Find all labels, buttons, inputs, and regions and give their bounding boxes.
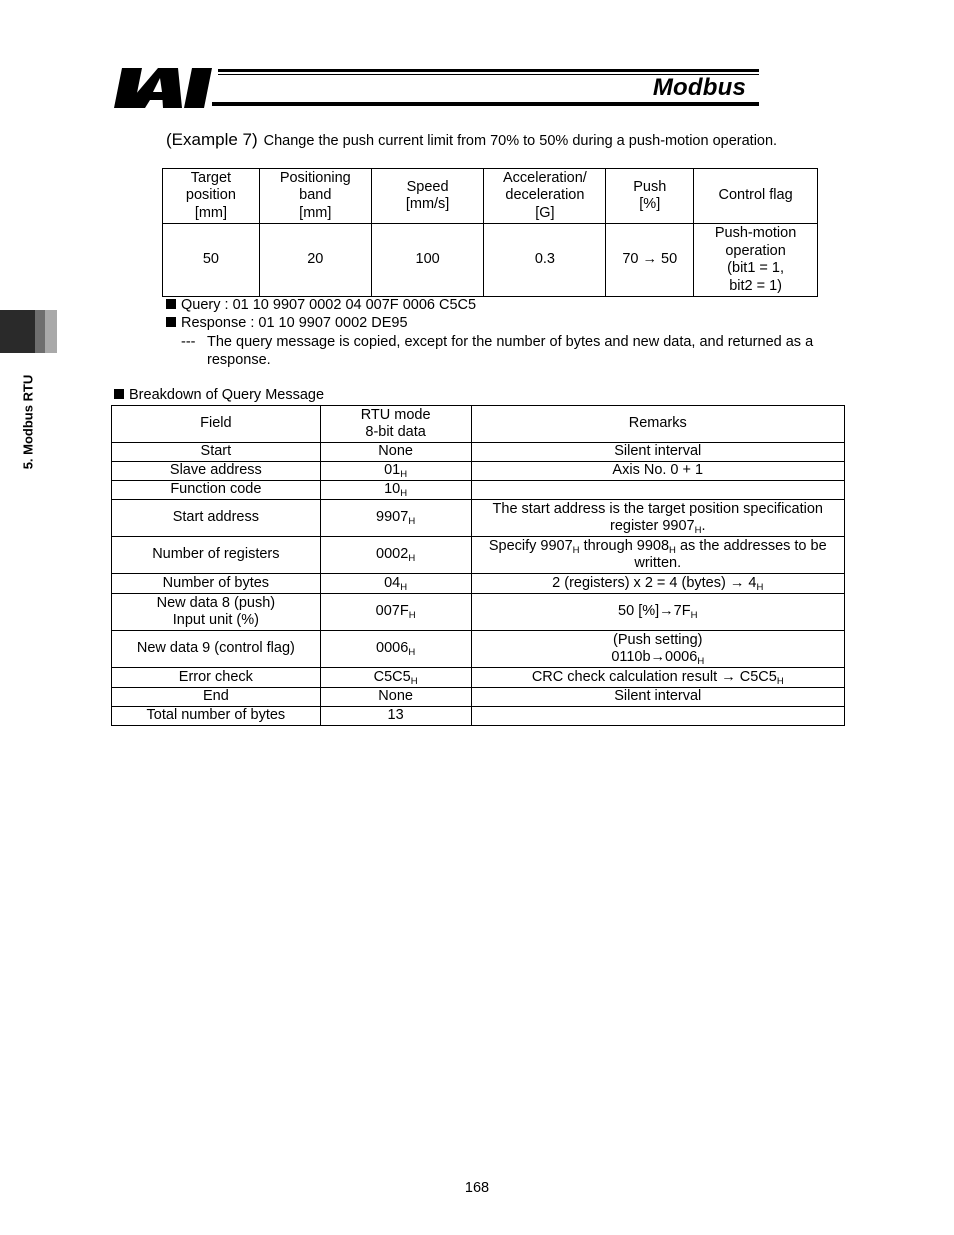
params-header-cell: Control flag: [694, 169, 818, 224]
params-value-cell: 70 → 50: [606, 224, 694, 297]
row-rtu: $01_H$: [320, 462, 471, 481]
query-line: [166, 297, 476, 313]
params-value-row: [163, 224, 818, 297]
iai-logo: [112, 66, 220, 110]
breakdown-table: [111, 405, 845, 726]
page-number: 168: [464, 1180, 490, 1196]
row-remarks: CRC check calculation result → $C5C5_H$: [471, 668, 844, 688]
table-row: [112, 668, 845, 688]
params-value-cell: 50: [163, 224, 260, 297]
chapter-label: 5. Modbus RTU: [20, 374, 36, 470]
note-text: The query message is copied, except for the number of bytes and new data, and returned as a response.: [207, 334, 814, 368]
table-row: [112, 481, 845, 500]
row-remarks: Silent interval: [471, 688, 844, 707]
chapter-tab-mid: [35, 310, 45, 353]
params-header-cell: Speed [mm/s]: [371, 169, 484, 224]
row-rtu: $04_H$: [320, 574, 471, 594]
header-rtu: RTU mode 8-bit data: [320, 406, 471, 443]
breakdown-title-text: Breakdown of Query Message: [129, 387, 325, 403]
example-label: (Example 7): [166, 130, 258, 149]
row-remarks: [471, 481, 844, 500]
row-field: Number of registers: [112, 537, 321, 574]
table-row: [112, 594, 845, 631]
row-rtu: None: [320, 688, 471, 707]
row-field: Function code: [112, 481, 321, 500]
row-remarks: 50 $[\%]\to 7F_H$: [471, 594, 844, 631]
row-field: Number of bytes: [112, 574, 321, 594]
bullet-square-icon: [166, 317, 176, 327]
table-row: [112, 574, 845, 594]
row-rtu: 13: [320, 707, 471, 726]
row-rtu: $10_H$: [320, 481, 471, 500]
breakdown-header-row: [112, 406, 845, 443]
chapter-tab-light: [45, 310, 57, 353]
params-value-cell: 0.3: [484, 224, 606, 297]
params-header-cell: Push [%]: [606, 169, 694, 224]
table-row: [112, 631, 845, 668]
row-field: Start address: [112, 500, 321, 537]
row-field: Start: [112, 443, 321, 462]
params-header-row: [163, 169, 818, 224]
row-field: New data 9 (control flag): [112, 631, 321, 668]
row-rtu: $0006_H$: [320, 631, 471, 668]
breakdown-title: [114, 387, 324, 403]
row-field: Slave address: [112, 462, 321, 481]
params-header-cell: Acceleration/ deceleration [G]: [484, 169, 606, 224]
note-dash: ---: [181, 334, 196, 350]
header-field: Field: [112, 406, 321, 443]
params-header-cell: Target position [mm]: [163, 169, 260, 224]
row-remarks: (Push setting) $0110b\to 0006_H$: [471, 631, 844, 668]
bullet-square-icon: [166, 299, 176, 309]
response-text: Response : 01 10 9907 0002 DE95: [181, 315, 408, 331]
params-value-cell: 20: [259, 224, 371, 297]
params-value-cell: Push-motion operation (bit1 = 1, bit2 = 1): [694, 224, 818, 297]
example-description: Change the push current limit from 70% to 50% during a push-motion operation.: [263, 133, 778, 149]
bullet-square-icon: [114, 389, 124, 399]
header-rule-bottom: [212, 102, 759, 106]
table-row: [112, 707, 845, 726]
row-rtu: $9907_H$: [320, 500, 471, 537]
params-table: [162, 168, 818, 297]
row-rtu: None: [320, 443, 471, 462]
row-remarks: 2 (registers) x 2 = 4 (bytes) → $4_H$: [471, 574, 844, 594]
query-text: Query : 01 10 9907 0002 04 007F 0006 C5C5: [181, 297, 477, 313]
response-line: [166, 315, 408, 331]
header-title: Modbus: [652, 74, 746, 101]
table-row: [112, 443, 845, 462]
row-remarks: Axis No. 0 + 1: [471, 462, 844, 481]
table-row: [112, 537, 845, 574]
example-heading: [166, 130, 777, 150]
row-remarks: Specify $9907_H$ through $9908_H$ as the addresses to be written.: [471, 537, 844, 574]
header-rule-top: [218, 69, 759, 72]
params-value-cell: 100: [371, 224, 484, 297]
row-remarks: The start address is the target position specification register $9907_H$.: [471, 500, 844, 537]
row-remarks: Silent interval: [471, 443, 844, 462]
table-row: [112, 688, 845, 707]
row-remarks: [471, 707, 844, 726]
row-rtu: $0002_H$: [320, 537, 471, 574]
row-rtu: $007F_H$: [320, 594, 471, 631]
row-field: Error check: [112, 668, 321, 688]
params-header-cell: Positioning band [mm]: [259, 169, 371, 224]
response-note: [181, 333, 831, 369]
table-row: [112, 500, 845, 537]
table-row: [112, 462, 845, 481]
row-rtu: $C5C5_H$: [320, 668, 471, 688]
row-field: New data 8 (push) Input unit (%): [112, 594, 321, 631]
chapter-tab-dark: [0, 310, 35, 353]
row-field: Total number of bytes: [112, 707, 321, 726]
header-remarks: Remarks: [471, 406, 844, 443]
row-field: End: [112, 688, 321, 707]
